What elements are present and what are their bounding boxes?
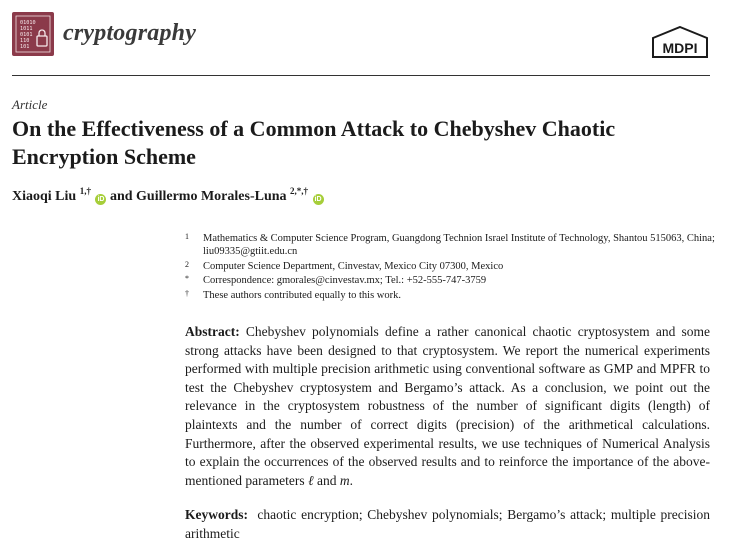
author-name: Xiaoqi Liu: [12, 189, 77, 204]
orcid-icon[interactable]: iD: [314, 196, 322, 203]
affiliation-mark: 1: [185, 232, 189, 241]
journal-header: [12, 12, 710, 74]
keywords-label: Keywords:: [185, 507, 248, 522]
header-divider: [12, 75, 710, 76]
logo-digits-3: 0101: [20, 32, 33, 38]
logo-digits-1: 01010: [20, 20, 36, 26]
abstract-software-gmp: GMP: [603, 361, 634, 377]
journal-name: cryptography: [63, 20, 197, 46]
logo-digits-2: 1011: [20, 26, 33, 32]
affiliation-text: Correspondence: gmorales@cinvestav.mx; Tel.: +52-555-747-3759: [203, 275, 487, 286]
abstract-text-part1: Chebyshev polynomials define a rather canonical chaotic cryptosystem and some strong attacks have been designed to that cryptosystem. We report the numerical experiments performed with multiple precision arithmetic using conventional software as: [185, 324, 710, 377]
abstract-parameter-m: m: [339, 472, 350, 488]
author-affiliation-mark: 2,*,†: [290, 186, 309, 196]
author-affiliation-mark: 1,†: [79, 186, 91, 196]
affiliation-text: Computer Science Department, Cinvestav, Mexico City 07300, Mexico: [203, 260, 504, 272]
article-title: On the Effectiveness of a Common Attack to Chebyshev Chaotic Encryption Scheme: [12, 116, 616, 169]
author-list: [12, 186, 324, 205]
author-name: Guillermo Morales-Luna: [136, 189, 287, 204]
abstract-and: and: [636, 361, 657, 377]
author-joiner: and: [109, 189, 133, 204]
abstract-parameter-l: ℓ: [307, 472, 314, 488]
affiliation-mark: 2: [185, 259, 189, 269]
logo-digits-4: 110: [20, 38, 30, 44]
abstract-software-mpfr: MPFR: [659, 361, 696, 377]
publisher-logo: [650, 26, 710, 60]
affiliation-item: [185, 289, 715, 302]
abstract-end: .: [349, 472, 353, 488]
abstract: [185, 323, 710, 490]
publisher-name: MDPI: [662, 40, 698, 56]
affiliation-text: These authors contributed equally to this work.: [203, 289, 401, 301]
abstract-label: Abstract:: [185, 324, 240, 339]
affiliation-item: [185, 232, 715, 258]
keywords-text: chaotic encryption; Chebyshev polynomials; Bergamo’s attack; multiple precision arithmetic: [185, 507, 711, 541]
abstract-text-part2: to test the Chebyshev cryptosystem and Bergamo’s attack. As a conclusion, we point out the relevance in the cryptosystem robustness of the number of significant digits (length) of plaintexts and the number of correct digits (precision) of the arithmetical calculations. Furthermore, after the observed experimental results, we use techniques of Numerical Analysis to explain the occurrences of the observed results and to reinforce the importance of the above-mentioned parameters: [185, 361, 711, 488]
affiliation-mark: *: [185, 274, 189, 283]
affiliations: [185, 232, 715, 303]
journal-logo-icon: [12, 12, 54, 56]
article-type: Article: [12, 97, 48, 112]
abstract-and: and: [316, 472, 337, 488]
affiliation-mark: †: [185, 288, 189, 298]
logo-digits-5: 101: [20, 44, 30, 50]
affiliation-item: [185, 260, 715, 273]
orcid-icon[interactable]: iD: [97, 196, 105, 203]
keywords: [185, 506, 710, 543]
affiliation-item: [185, 274, 715, 287]
affiliation-text: Mathematics & Computer Science Program, Guangdong Technion Israel Institute of Technology, Shantou 515063, China; liu09335@gtiit.edu.cn: [203, 233, 715, 257]
